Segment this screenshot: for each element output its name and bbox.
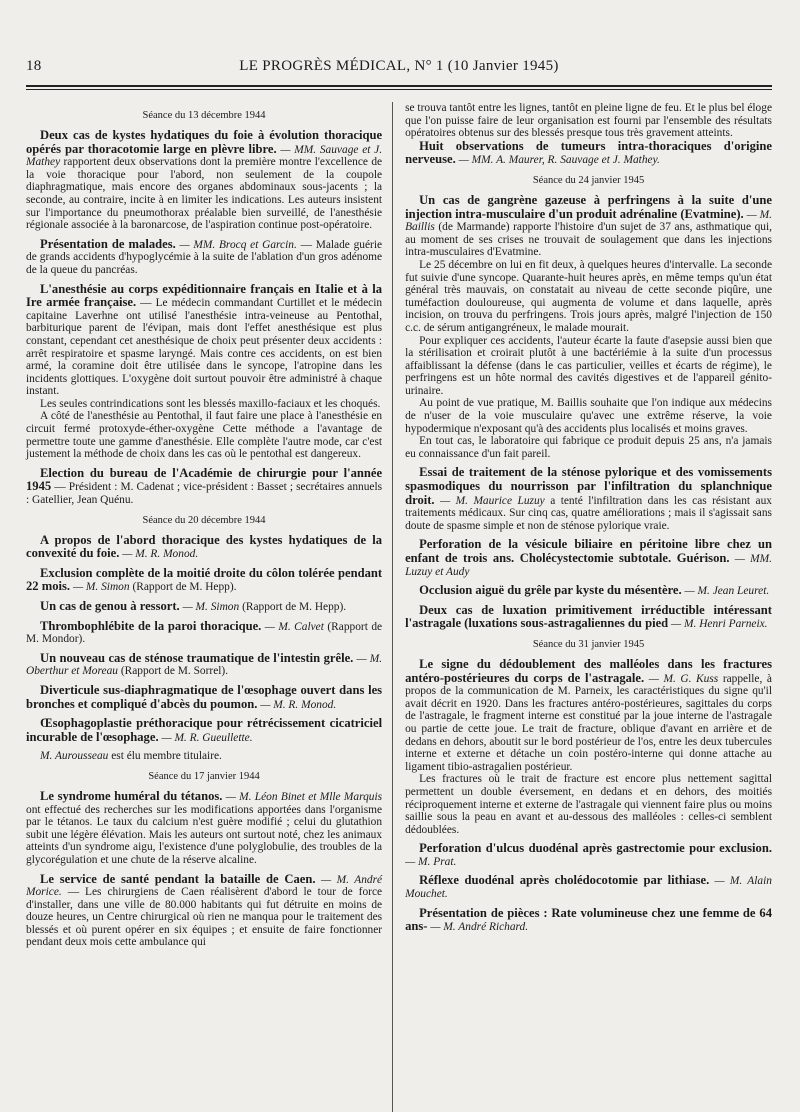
article-authors: — M. R. Gueullette. [161, 731, 253, 744]
article-text: est élu membre titulaire. [111, 750, 222, 763]
article-paragraph [26, 750, 382, 763]
article-text: a tenté l'infiltration dans les cas résistant aux traitements médicaux. Sur cinq cas, quatre améliorations ; mais il s'agissait sans doute de spasme simple et non de sténose pylorique vraie. [405, 494, 773, 532]
session-date: Séance du 24 janvier 1945 [532, 174, 645, 186]
article-authors: — M. Jean Leuret. [684, 585, 770, 598]
article-entry [405, 604, 772, 631]
article-authors: — M. Henri Parneix. [671, 618, 768, 631]
article-paragraph [26, 238, 382, 277]
article-text: (Rapport de M. Mondor). [26, 620, 383, 646]
article-title: L'anesthésie au corps expéditionnaire français en Italie et à la Ire armée française. [26, 281, 383, 310]
article-entry [26, 717, 382, 744]
session-date: Séance du 20 décembre 1944 [142, 514, 266, 526]
left-column [26, 102, 393, 1112]
article-paragraph [405, 466, 772, 532]
article-paragraph [26, 790, 382, 867]
article-title: Réflexe duodénal après cholédocotomie par lithiase. [419, 873, 710, 888]
article-text: rapportent deux observations dont la première montre l'excellence de la voie thoracique pour l'abord, non seulement de la coupole diaphragmatique, mais encore des organes abdominaux sous-jacents ; la seconde, au contraire, incite à en limiter les indications. Les auteurs insistent sur l'importance du pneumothorax préalable bien surveillé, de l'anesthésie régionale associée à la baronarcose, de l'aspiration continue post-opératoire. [26, 156, 383, 232]
continued-paragraph: se trouva tantôt entre les lignes, tantôt en pleine ligne de feu. Et le plus bel éloge que l'on puisse faire de leur organisation est fourni par l'ensemble des résultats opératoires obtenus sur des blessés presque tous très gravement atteints. [405, 102, 772, 140]
article-paragraph [26, 467, 382, 507]
article-authors: — M. Calvet [264, 620, 324, 633]
header-rule-thin [26, 89, 772, 90]
article-authors: — MM. A. Maurer, R. Sauvage et J. Mathey. [458, 154, 660, 167]
article-entry [26, 600, 382, 614]
article-extra-paragraph: Le 25 décembre on lui en fit deux, à quelques heures d'intervalle. La seconde fut suivie d'une syncope. Quarante-huit heures après, en même temps qu'un état général très mauvais, on constatait au niveau de cette seconde piqûre, une tuméfaction douloureuse, qui augmenta de volume et dans laquelle, après incision, on trouva du perfringens. Trois jours après, malgré l'injection de 150 c.c. de sérum antigangréneux, le malade mourait. [405, 258, 772, 334]
article-paragraph [26, 534, 382, 561]
article-paragraph [405, 538, 772, 578]
article-text: — Les chirurgiens de Caen réalisèrent d'abord le tour de force d'installer, dans une ville de 80.000 habitants qui fut détruite en moins de douze heures, un Centre chirurgical où rien ne manqua pour le traitement des blessés et où purent opérer en six équipes ; et ensuite de faire fonctionner pendant deux mois cette ambulance qui [26, 886, 383, 949]
article-entry [26, 567, 382, 594]
article-extra-paragraph: A côté de l'anesthésie au Pentothal, il faut faire une place à l'anesthésie en circuit fermé protoxyde-éther-oxygène Cette méthode a l'avantage de permettre toute une gamme d'anesthésie. Elle complète l'autre mode, car c'est justement la méthode de choix dans les cas où le pentothal est dangereux. [26, 410, 383, 461]
article-paragraph [26, 620, 382, 646]
article-title: Election du bureau de l'Académie de chirurgie pour l'année 1945 [26, 465, 383, 494]
article-text: rappelle, à propos de la communication de M. Parneix, les caractéristiques du signe qu'il avait décrit en 1920. Dans les fractures antéro-postérieures, sagittales du corps de l'astragale, le fragment interne est constitué par la joue interne de l'astragale ou partie de cette joue. Le trait de fracture, oblique d'avant en arrière et de dedans en dehors, aboutit sur le bord postérieur de l'os, entre les deux tubercules interne et externe et détache un coin postéro-interne qui donne attache au ligament tibio-astragalien postérieur. [405, 672, 772, 773]
article-extra-paragraph: Au point de vue pratique, M. Baillis souhaite que l'on indique aux médecins de n'user de la voie musculaire qu'avec une extrême réserve, la voie hypodermique n'exposant qu'à des accidents plus localisés et moins graves. [405, 397, 772, 435]
article-title: Un nouveau cas de sténose traumatique de l'intestin grêle. [40, 650, 354, 665]
article-paragraph [405, 140, 772, 167]
article-authors: — MM. Brocq et Garcin. [179, 238, 297, 251]
article-text: (de Marmande) rapporte l'histoire d'un sujet de 37 ans, asthmatique qui, au moment de ses crises ne trouvait de soulagement que dans les injections intra-musculaires d'Evatmine. [405, 221, 772, 259]
article-authors: — M. Simon [72, 581, 130, 594]
article-entry [405, 658, 772, 836]
article-paragraph [26, 567, 382, 594]
article-title: Huit observations de tumeurs intra-thoraciques d'origine nerveuse. [405, 138, 772, 167]
article-authors: — M. Prat. [405, 855, 457, 868]
article-entry [405, 874, 772, 900]
article-title: Le signe du dédoublement des malléoles dans les fractures antéro-postérieures du corps de l'astragale. [405, 656, 772, 685]
page-number: 18 [26, 58, 42, 74]
article-authors: — M. Maurice Luzuy [440, 494, 545, 507]
article-extra-paragraph: Pour expliquer ces accidents, l'auteur écarte la faute d'asepsie aussi bien que la stérilisation et croirait plutôt à une bactériémie à la suite d'un processus affaiblissant la défense (dans le cas particulier, veilles et écarts de régime), le perfringens est un hôte normal des cavités digestives et de l'appareil génito-urinaire. [405, 334, 772, 397]
article-text: — Le médecin commandant Curtillet et le médecin capitaine Laverhne ont utilisé l'anesthésie intra-veineuse au Pentothal, barbiturique parent de l'évipan, mais dont l'effet anesthésique est plus constant, cependant cet anesthésique de choix peut présenter deux accidents : arrêt respiratoire et spasme laryngé. Mais contre ces accidents, on est bien armé, la coramine doit être utilisée dans le syncope, l'atropine dans les incidents glottiques. L'oxygène doit surtout pouvoir être administré à chaque instant. [26, 297, 383, 398]
article-title: A propos de l'abord thoracique des kystes hydatiques de la convexité du foie. [26, 532, 383, 561]
article-extra-paragraph: Les fractures où le trait de fracture est encore plus nettement sagittal permettent un double éversement, en dedans et en dehors, des moitiés réciproquement interne et externe de l'astragale qui viennent faire plus ou moins saillie sous la peau en avant et au-dessous des malléoles : celles-ci semblent dédoublées. [405, 773, 772, 836]
article-entry [26, 238, 382, 277]
article-title: Le syndrome huméral du tétanos. [40, 788, 223, 803]
article-authors: — M. R. Monod. [260, 698, 337, 711]
article-title: Perforation de la vésicule biliaire en péritoine libre chez un enfant de trois ans. Cholécystectomie subtotale. Guérison. [405, 537, 772, 565]
article-authors: — M. R. Monod. [122, 548, 199, 561]
article-entry [26, 534, 382, 561]
session-date: Séance du 17 janvier 1944 [148, 770, 260, 782]
article-authors: — M. André Morice. [26, 873, 383, 899]
two-column-body [26, 102, 772, 1112]
article-title: Exclusion complète de la moitié droite du côlon tolérée pendant 22 mois. [26, 565, 383, 594]
article-entry [26, 790, 382, 867]
article-entry [26, 684, 382, 711]
article-text: (Rapport de M. Sorrel). [120, 665, 229, 678]
article-text: — Président : M. Cadenat ; vice-président : Basset ; secrétaires annuels : Gatellier, Jean Quénu. [26, 481, 383, 507]
article-extra-paragraph: En tout cas, le laboratoire qui fabrique ce produit depuis 25 ans, n'a jamais eu connaissance d'un fait pareil. [405, 435, 772, 460]
article-paragraph [405, 658, 772, 773]
article-entry [26, 283, 382, 461]
article-paragraph [405, 842, 772, 868]
article-authors: — M. Simon [182, 601, 240, 613]
article-entry [26, 129, 382, 232]
article-authors: — M. G. Kuss [648, 672, 719, 685]
running-title: LE PROGRÈS MÉDICAL, N° 1 (10 Janvier 1945) [239, 58, 559, 74]
article-text: ont effectué des recherches sur les modifications apportées dans l'organisme par le tétanos. Le taux du calcium n'est guère modifié ; celui du glutathion subit une légère élévation. Mais les auteurs ont surtout noté, chez les animaux atteints d'un syndrome aigu, l'existence d'une polyglobulie, des troubles de la glycorégulation et une chute de la réserve alcaline. [26, 803, 383, 866]
article-title: Présentation de pièces : Rate volumineuse chez une femme de 64 ans- [405, 905, 772, 934]
article-paragraph [405, 907, 772, 934]
article-entry [405, 907, 772, 934]
article-paragraph [405, 194, 772, 259]
article-entry [405, 194, 772, 460]
article-paragraph [26, 129, 382, 232]
article-title: Présentation de malades. [40, 236, 176, 251]
article-entry [26, 467, 382, 507]
article-paragraph [26, 873, 382, 950]
article-text: (Rapport de M. Hepp). [132, 581, 237, 594]
article-entry [405, 538, 772, 578]
article-paragraph [26, 652, 382, 678]
article-authors: — M. Alain Mouchet. [405, 875, 772, 901]
session-date: Séance du 31 janvier 1945 [532, 638, 645, 650]
article-entry [405, 584, 772, 598]
article-authors: — M. Oberthur et Moreau [26, 652, 383, 678]
article-authors: M. Aurousseau [40, 750, 109, 763]
article-title: Diverticule sus-diaphragmatique de l'œsophage ouvert dans les bronches et compliqué d'abcès du poumon. [26, 682, 383, 711]
article-extra-paragraph: Les seules contrindications sont les blessés maxillo-faciaux et les choqués. [40, 397, 381, 410]
article-entry [405, 140, 772, 167]
article-title: Un cas de genou à ressort. [40, 599, 180, 613]
article-paragraph [405, 604, 772, 631]
right-column [393, 102, 772, 1112]
article-entry [26, 873, 382, 950]
article-title: Un cas de gangrène gazeuse à perfringens à la suite d'une injection intra-musculaire d'un produit adrénaline (Evatmine). [405, 192, 772, 221]
article-text: (Rapport de M. Hepp). [242, 601, 347, 613]
article-paragraph [405, 584, 772, 598]
article-authors: — M. Léon Binet et Mlle Marquis [225, 790, 383, 803]
article-title: Œsophagoplastie préthoracique pour rétrécissement cicatriciel incurable de l'œsophage. [26, 716, 383, 744]
article-title: Thrombophlébite de la paroi thoracique. [40, 618, 262, 633]
article-entry [26, 750, 382, 763]
article-title: Perforation d'ulcus duodénal après gastrectomie pour exclusion. [419, 841, 772, 856]
article-title: Deux cas de luxation primitivement irréductible intéressant l'astragale (luxations sous-astragaliennes du pied [405, 602, 772, 631]
article-entry [26, 620, 382, 646]
article-authors: — MM. Sauvage et J. Mathey [26, 143, 383, 169]
article-authors: — M. André Richard. [430, 921, 529, 934]
article-text: — Malade guérie de grands accidents d'hypoglycémie à la suite de l'ablation d'un gros adénome de la queue du pancréas. [26, 238, 383, 276]
article-title: Le service de santé pendant la bataille de Caen. [40, 871, 316, 886]
article-paragraph [405, 874, 772, 900]
article-entry [405, 842, 772, 868]
article-authors: — MM. Luzuy et Audy [405, 553, 772, 578]
article-paragraph [26, 283, 382, 398]
article-paragraph [26, 600, 382, 614]
article-paragraph [26, 717, 382, 744]
session-date: Séance du 13 décembre 1944 [142, 110, 266, 121]
article-title: Essai de traitement de la sténose pylorique et des vomissements spasmodiques du nourrisson par l'infiltration du splanchnique droit. [405, 465, 772, 507]
article-entry [26, 652, 382, 678]
article-entry [405, 466, 772, 532]
article-title: Occlusion aiguë du grêle par kyste du mésentère. [419, 583, 682, 598]
article-title: Deux cas de kystes hydatiques du foie à évolution thoracique opérés par thoracotomie large en plèvre libre. [26, 128, 383, 156]
header-rule [26, 85, 772, 87]
running-header [26, 58, 772, 75]
article-paragraph [26, 684, 382, 711]
article-authors: — M. Baillis [405, 208, 773, 234]
